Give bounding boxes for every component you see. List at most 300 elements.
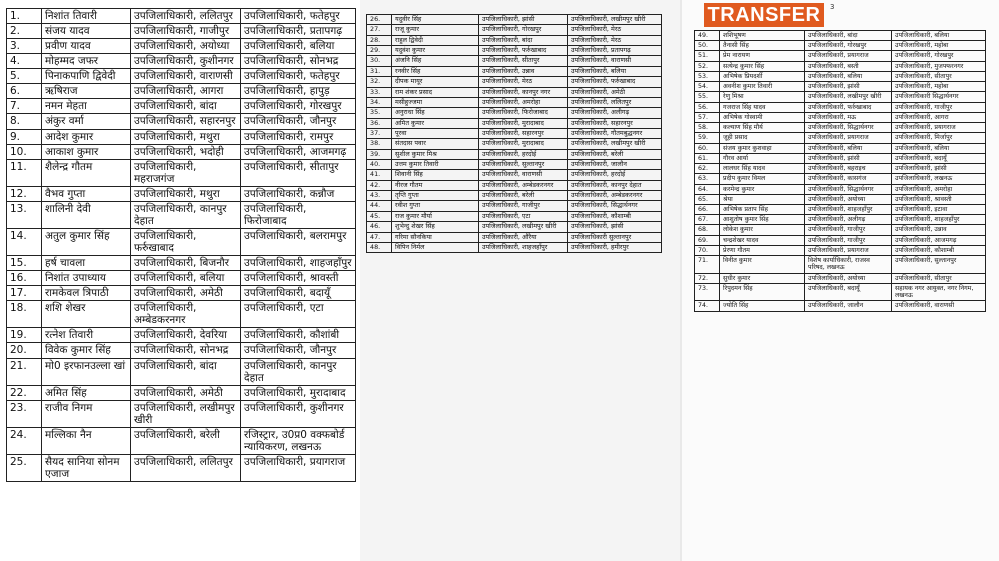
officer-name: सुशील कुमार मिश्र <box>392 149 479 159</box>
current-posting: उपजिलाधिकारी, अम्बेडकरनगर <box>479 180 568 190</box>
serial-number: 3. <box>7 39 42 54</box>
table-row <box>7 385 356 400</box>
table-row <box>7 114 356 129</box>
serial-number: 53. <box>695 71 720 81</box>
current-posting: उपजिलाधिकारी, जालौन <box>805 301 892 311</box>
new-posting: उपजिलाधिकारी, मुजफ्फरनगर <box>892 61 986 71</box>
serial-number: 44. <box>367 201 392 211</box>
new-posting: उपजिलाधिकारी, जालौन <box>568 160 662 170</box>
officer-name: सत्येन्द्र कुमार सिंह <box>720 61 805 71</box>
current-posting: उपजिलाधिकारी, औरैया <box>479 232 568 242</box>
current-posting: उपजिलाधिकारी, बलिया <box>805 143 892 153</box>
current-posting: उपजिलाधिकारी, बांदा <box>131 358 241 385</box>
new-posting: उपजिलाधिकारी, फतेहपुर <box>241 69 356 84</box>
current-posting: उपजिलाधिकारी, अम्बेडकरनगर <box>131 301 241 328</box>
officer-name: शशि शेखर <box>42 301 131 328</box>
officer-name: शिवानी सिंह <box>392 170 479 180</box>
new-posting: उपजिलाधिकारी, बलरामपुर <box>241 228 356 255</box>
new-posting: उपजिलाधिकारी, लखनऊ <box>892 174 986 184</box>
serial-number: 67. <box>695 215 720 225</box>
table-row <box>7 186 356 201</box>
table-row <box>7 328 356 343</box>
current-posting: उपजिलाधिकारी, अमेठी <box>131 286 241 301</box>
serial-number: 69. <box>695 235 720 245</box>
serial-number: 15. <box>7 256 42 271</box>
new-posting: उपजिलाधिकारी, लखीमपुर खीरी <box>568 15 662 25</box>
new-posting: उपजिलाधिकारी, कौशाम्बी <box>568 211 662 221</box>
table-row <box>367 25 662 35</box>
new-posting: उपजिलाधिकारी, अलीगढ़ <box>568 108 662 118</box>
officer-name: आशुतोष कुमार सिंह <box>720 215 805 225</box>
current-posting: उपजिलाधिकारी, गाजीपुर <box>805 235 892 245</box>
officer-name: लालधर सिंह यादव <box>720 164 805 174</box>
serial-number: 40. <box>367 160 392 170</box>
current-posting: उपजिलाधिकारी, कानपुर देहात <box>131 201 241 228</box>
new-posting: उपजिलाधिकारी, जौनपुर <box>241 343 356 358</box>
table-row <box>695 184 986 194</box>
officer-name: तैनासी सिंह <box>720 41 805 51</box>
current-posting: उपजिलाधिकारी, एटा <box>479 211 568 221</box>
new-posting: उपजिलाधिकारी, इटावा <box>892 204 986 214</box>
officer-name: प्रवीण यादव <box>42 39 131 54</box>
current-posting: उपजिलाधिकारी, फर्रुखाबाद <box>479 46 568 56</box>
table-row <box>7 159 356 186</box>
serial-number: 47. <box>367 232 392 242</box>
current-posting: उपजिलाधिकारी, सोनभद्र <box>131 343 241 358</box>
new-posting: उपजिलाधिकारी, लखीमपुर खीरी <box>568 139 662 149</box>
table-row <box>695 61 986 71</box>
current-posting: उपजिलाधिकारी, प्रयागराज <box>805 133 892 143</box>
new-posting: उपजिलाधिकारी, बदायूँ <box>892 153 986 163</box>
serial-number: 8. <box>7 114 42 129</box>
table-row <box>367 170 662 180</box>
serial-number: 10. <box>7 144 42 159</box>
serial-number: 72. <box>695 273 720 283</box>
officer-name: रामकेवल त्रिपाठी <box>42 286 131 301</box>
table-row <box>695 235 986 245</box>
serial-number: 52. <box>695 61 720 71</box>
new-posting: उपजिलाधिकारी, बलिया <box>892 143 986 153</box>
table-row <box>367 87 662 97</box>
current-posting: उपजिलाधिकारी, बहराइच <box>805 164 892 174</box>
table-row <box>695 283 986 300</box>
current-posting: उपजिलाधिकारी, अयोध्या <box>805 194 892 204</box>
table-row <box>367 191 662 201</box>
officer-name: राम शंकर प्रसाद <box>392 87 479 97</box>
table-row <box>7 454 356 481</box>
serial-number: 51. <box>695 51 720 61</box>
current-posting: उपजिलाधिकारी, कासगंज <box>805 174 892 184</box>
serial-number: 68. <box>695 225 720 235</box>
current-posting: उपजिलाधिकारी, बांदा <box>479 35 568 45</box>
new-posting: उपजिलाधिकारी, आगरा <box>892 112 986 122</box>
new-posting: उपजिलाधिकारी, वाराणसी <box>892 301 986 311</box>
current-posting: उपजिलाधिकारी, झांसी <box>479 15 568 25</box>
officer-name: संजय यादव <box>42 24 131 39</box>
serial-number: 25. <box>7 454 42 481</box>
current-posting: उपजिलाधिकारी, बस्ती <box>805 61 892 71</box>
officer-name: ऋषिराज <box>42 84 131 99</box>
new-posting: उपजिलाधिकारी, रामपुर <box>241 129 356 144</box>
current-posting: उपजिलाधिकारी, सीतापुर <box>479 56 568 66</box>
current-posting: उपजिलाधिकारी, फर्रुखाबाद <box>131 228 241 255</box>
officer-name: आकाश कुमार <box>42 144 131 159</box>
current-posting: उपजिलाधिकारी, उन्नाव <box>479 66 568 76</box>
new-posting: सहायक नगर आयुक्त, नगर निगम, लखनऊ <box>892 283 986 300</box>
officer-name: अंजनि सिंह <box>392 56 479 66</box>
serial-number: 31. <box>367 66 392 76</box>
officer-name: अभिषेक गोस्वामी <box>720 112 805 122</box>
new-posting: उपजिलाधिकारी, गौतमबुद्धनगर <box>568 128 662 138</box>
serial-number: 4. <box>7 54 42 69</box>
table-row <box>7 271 356 286</box>
new-posting: उपजिलाधिकारी, कन्नौज <box>241 186 356 201</box>
table-row <box>7 24 356 39</box>
current-posting: उपजिलाधिकारी, बलिया <box>805 71 892 81</box>
table-row <box>7 144 356 159</box>
new-posting: उपजिलाधिकारी, गाजीपुर <box>892 102 986 112</box>
table-row <box>7 54 356 69</box>
current-posting: उपजिलाधिकारी, गाजीपुर <box>479 201 568 211</box>
new-posting: उपजिलाधिकारी, प्रयागराज <box>241 454 356 481</box>
serial-number: 48. <box>367 242 392 252</box>
new-posting: उपजिलाधिकारी, सहारनपुर <box>568 118 662 128</box>
serial-number: 70. <box>695 245 720 255</box>
table-row <box>7 256 356 271</box>
serial-number: 49. <box>695 31 720 41</box>
current-posting: उपजिलाधिकारी, बिजनौर <box>131 256 241 271</box>
serial-number: 26. <box>367 15 392 25</box>
new-posting: उपजिलाधिकारी, प्रतापगढ़ <box>568 46 662 56</box>
officer-name: तृप्ति गुप्ता <box>392 191 479 201</box>
current-posting: उपजिलाधिकारी, प्रयागराज <box>805 51 892 61</box>
table-row <box>7 228 356 255</box>
new-posting: उपजिलाधिकारी, श्रावस्ती <box>241 271 356 286</box>
officer-name: शशिभूषण <box>720 31 805 41</box>
new-posting: उपजिलाधिकारी, बलिया <box>568 66 662 76</box>
table-row <box>695 273 986 283</box>
table-row <box>7 84 356 99</box>
table-row <box>367 108 662 118</box>
serial-number: 62. <box>695 164 720 174</box>
table-row <box>367 46 662 56</box>
officer-name: विनीत कुमार <box>720 256 805 273</box>
officer-name: राहुल द्विवेदी <box>392 35 479 45</box>
officer-name: राजू कुमार <box>392 25 479 35</box>
current-posting: उपजिलाधिकारी, ललितपुर <box>131 454 241 481</box>
current-posting: उपजिलाधिकारी, महराजगंज <box>131 159 241 186</box>
table-row <box>7 301 356 328</box>
officer-name: आदेश कुमार <box>42 129 131 144</box>
officer-name: करमेन्द्र कुमार <box>720 184 805 194</box>
officer-name: कल्याण सिंह मौर्य <box>720 123 805 133</box>
serial-number: 5. <box>7 69 42 84</box>
table-row <box>695 174 986 184</box>
new-posting: उपजिलाधिकारी, बरेली <box>568 149 662 159</box>
officer-name: वैभव गुप्ता <box>42 186 131 201</box>
current-posting: उपजिलाधिकारी, अयोध्या <box>805 273 892 283</box>
officer-name: राजीव निगम <box>42 400 131 427</box>
table-row <box>695 41 986 51</box>
officer-name: उत्तम कुमार तिवारी <box>392 160 479 170</box>
new-posting: उपजिलाधिकारी, वाराणसी <box>568 56 662 66</box>
new-posting: उपजिलाधिकारी, अम्बेडकरनगर <box>568 191 662 201</box>
officer-name: मल्लिका नैन <box>42 427 131 454</box>
officer-name: दीपक मायूर <box>392 77 479 87</box>
list-page-left <box>0 0 360 561</box>
officer-name: रवीश गुप्ता <box>392 201 479 211</box>
table-row <box>7 39 356 54</box>
table-row <box>695 245 986 255</box>
officer-name: राज कुमार मौर्या <box>392 211 479 221</box>
serial-number: 23. <box>7 400 42 427</box>
officer-name: नमन मेहता <box>42 99 131 114</box>
officer-name: मसीहुज्जमा <box>392 97 479 107</box>
new-posting: उपजिलाधिकारी सिद्धार्थनगर <box>892 92 986 102</box>
current-posting: उपजिलाधिकारी, मऊ <box>805 112 892 122</box>
table-row <box>695 194 986 204</box>
new-posting: उपजिलाधिकारी, उन्नाव <box>892 225 986 235</box>
new-posting: उपजिलाधिकारी, गोरखपुर <box>241 99 356 114</box>
table-row <box>367 201 662 211</box>
officer-name: अभिषेक प्रताप सिंह <box>720 204 805 214</box>
current-posting: उपजिलाधिकारी, अमेठी <box>131 385 241 400</box>
serial-number: 60. <box>695 143 720 153</box>
current-posting: उपजिलाधिकारी, आगरा <box>131 84 241 99</box>
table-row <box>367 160 662 170</box>
current-posting: उपजिलाधिकारी, अलीगढ़ <box>805 215 892 225</box>
new-posting: उपजिलाधिकारी, हरदोई <box>568 170 662 180</box>
new-posting: उपजिलाधिकारी, गोरखपुर <box>892 51 986 61</box>
serial-number: 37. <box>367 128 392 138</box>
serial-number: 22. <box>7 385 42 400</box>
table-row <box>367 222 662 232</box>
serial-number: 14. <box>7 228 42 255</box>
serial-number: 56. <box>695 102 720 112</box>
new-posting: उपजिलाधिकारी, बदायूँ <box>241 286 356 301</box>
serial-number: 42. <box>367 180 392 190</box>
serial-number: 45. <box>367 211 392 221</box>
new-posting: उपजिलाधिकारी, अमेठी <box>568 87 662 97</box>
new-posting: उपजिलाधिकारी, कानपुर देहात <box>241 358 356 385</box>
officer-name: प्रदीप कुमार विमल <box>720 174 805 184</box>
table-row <box>7 69 356 84</box>
table-row <box>695 71 986 81</box>
list-page-right <box>682 0 999 561</box>
current-posting: उपजिलाधिकारी, लखीमपुर खीरी <box>131 400 241 427</box>
current-posting: उपजिलाधिकारी, फिरोजाबाद <box>479 108 568 118</box>
table-row <box>367 211 662 221</box>
officer-name: विवेक कुमार सिंह <box>42 343 131 358</box>
serial-number: 50. <box>695 41 720 51</box>
officer-name: अतुल कुमार सिंह <box>42 228 131 255</box>
serial-number: 21. <box>7 358 42 385</box>
officer-name: अंकुर वर्मा <box>42 114 131 129</box>
current-posting: उपजिलाधिकारी, वाराणसी <box>479 170 568 180</box>
current-posting: उपजिलाधिकारी, प्रयागराज <box>805 245 892 255</box>
officer-name: पिनाकपाणि द्विवेदी <box>42 69 131 84</box>
current-posting: उपजिलाधिकारी, झांसी <box>805 153 892 163</box>
current-posting: उपजिलाधिकारी, अमरोहा <box>479 97 568 107</box>
serial-number: 24. <box>7 427 42 454</box>
new-posting: उपजिलाधिकारी, बलिया <box>892 31 986 41</box>
serial-number: 30. <box>367 56 392 66</box>
serial-number: 54. <box>695 82 720 92</box>
serial-number: 7. <box>7 99 42 114</box>
new-posting: उपजिलाधिकारी, कानपुर देहात <box>568 180 662 190</box>
officer-name: अनुराधा सिंह <box>392 108 479 118</box>
officer-name: जूही प्रसाद <box>720 133 805 143</box>
table-row <box>695 301 986 311</box>
table-row <box>7 9 356 24</box>
officer-name: विपिन निर्मल <box>392 242 479 252</box>
table-row <box>367 180 662 190</box>
current-posting: उपजिलाधिकारी, मथुरा <box>131 186 241 201</box>
current-posting: उपजिलाधिकारी, गाजीपुर <box>131 24 241 39</box>
current-posting: उपजिलाधिकारी, गोरखपुर <box>479 25 568 35</box>
serial-number: 28. <box>367 35 392 45</box>
current-posting: उपजिलाधिकारी, सिद्धार्थनगर <box>805 123 892 133</box>
new-posting: उपजिलाधिकारी, झांसी <box>892 164 986 174</box>
serial-number: 32. <box>367 77 392 87</box>
new-posting: उपजिलाधिकारी, आजमगढ़ <box>241 144 356 159</box>
new-posting: उपजिलाधिकारी, महोबा <box>892 41 986 51</box>
table-row <box>695 102 986 112</box>
serial-number: 43. <box>367 191 392 201</box>
serial-number: 34. <box>367 97 392 107</box>
serial-number: 11. <box>7 159 42 186</box>
current-posting: उपजिलाधिकारी, सहारनपुर <box>479 128 568 138</box>
officer-name: लोकेश कुमार <box>720 225 805 235</box>
serial-number: 55. <box>695 92 720 102</box>
serial-number: 59. <box>695 133 720 143</box>
new-posting: उपजिलाधिकारी, मेरठ <box>568 35 662 45</box>
serial-number: 29. <box>367 46 392 56</box>
serial-number: 35. <box>367 108 392 118</box>
serial-number: 57. <box>695 112 720 122</box>
current-posting: उपजिलाधिकारी, भदोही <box>131 144 241 159</box>
table-row <box>367 15 662 25</box>
new-posting: उपजिलाधिकारी, हापुड़ <box>241 84 356 99</box>
table-row <box>695 143 986 153</box>
table-row <box>367 77 662 87</box>
table-row <box>695 133 986 143</box>
officer-name: मो0 इरफानउल्ला खां <box>42 358 131 385</box>
table-row <box>367 242 662 252</box>
new-posting: उपजिलाधिकारी, फतेहपुर <box>241 9 356 24</box>
officer-name: सुधीर कुमार <box>720 273 805 283</box>
table-row <box>367 66 662 76</box>
serial-number: 63. <box>695 174 720 184</box>
officer-name: शैलेन्द्र गौतम <box>42 159 131 186</box>
serial-number: 73. <box>695 283 720 300</box>
current-posting: उपजिलाधिकारी, बांदा <box>131 99 241 114</box>
officer-name: रिपुदमन सिंह <box>720 283 805 300</box>
officer-name: संजय कुमार कुशवाहा <box>720 143 805 153</box>
table-row <box>695 215 986 225</box>
table-row <box>7 427 356 454</box>
serial-number: 61. <box>695 153 720 163</box>
officer-name: अवनीश कुमार तिवारी <box>720 82 805 92</box>
officer-name: रत्नेश तिवारी <box>42 328 131 343</box>
serial-number: 36. <box>367 118 392 128</box>
officer-name: गरिमा सौनकिया <box>392 232 479 242</box>
serial-number: 27. <box>367 25 392 35</box>
new-posting: उपजिलाधिकारी, अमरोहा <box>892 184 986 194</box>
officer-name: अमित सिंह <box>42 385 131 400</box>
current-posting: उपजिलाधिकारी, गोरखपुर <box>805 41 892 51</box>
new-posting: उपजिलाधिकारी, फिरोजाबाद <box>241 201 356 228</box>
current-posting: उपजिलाधिकारी, देवरिया <box>131 328 241 343</box>
table-row <box>695 153 986 163</box>
serial-number: 65. <box>695 194 720 204</box>
table-row <box>367 97 662 107</box>
new-posting: उपजिलाधिकारी, बलिया <box>241 39 356 54</box>
table-row <box>7 358 356 385</box>
table-row <box>367 139 662 149</box>
table-row <box>695 204 986 214</box>
current-posting: उपजिलाधिकारी, ललितपुर <box>131 9 241 24</box>
current-posting: उपजिलाधिकारी, झांसी <box>805 82 892 92</box>
new-posting: उपजिलाधिकारी, आजमगढ़ <box>892 235 986 245</box>
officer-name: अमित कुमार <box>392 118 479 128</box>
current-posting: उपजिलाधिकारी, अयोध्या <box>131 39 241 54</box>
new-posting: उपजिलाधिकारी, हमीरपुर <box>568 242 662 252</box>
table-row <box>695 82 986 92</box>
current-posting: उपजिलाधिकारी, मुरादाबाद <box>479 139 568 149</box>
new-posting: उपजिलाधिकारी, मिर्जापुर <box>892 133 986 143</box>
current-posting: उपजिलाधिकारी, फर्रुखाबाद <box>805 102 892 112</box>
officer-name: निशांत तिवारी <box>42 9 131 24</box>
table-row <box>7 400 356 427</box>
serial-number: 12. <box>7 186 42 201</box>
officer-name: रेणु मिश्रा <box>720 92 805 102</box>
new-posting: उपजिलाधिकारी, झांसी <box>568 222 662 232</box>
officer-name: रनवीर सिंह <box>392 66 479 76</box>
page-number: 3 <box>830 3 835 11</box>
current-posting: उपजिलाधिकारी, हरदोई <box>479 149 568 159</box>
table-row <box>695 31 986 41</box>
current-posting: उपजिलाधिकारी, बरेली <box>479 191 568 201</box>
serial-number: 46. <box>367 222 392 232</box>
officer-name: शालिनी देवी <box>42 201 131 228</box>
new-posting: उपजिलाधिकारी, कौशांबी <box>241 328 356 343</box>
serial-number: 20. <box>7 343 42 358</box>
new-posting: उपजिलाधिकारी, ललितपुर <box>568 97 662 107</box>
current-posting: उपजिलाधिकारी, बदायूँ <box>805 283 892 300</box>
current-posting: विशेष कार्याधिकारी, राजस्व परिषद, लखनऊ <box>805 256 892 273</box>
serial-number: 64. <box>695 184 720 194</box>
serial-number: 18. <box>7 301 42 328</box>
new-posting: उपजिलाधिकारी, प्रतापगढ़ <box>241 24 356 39</box>
table-row <box>367 232 662 242</box>
table-row <box>367 35 662 45</box>
table-row <box>367 56 662 66</box>
list-page-middle <box>360 0 680 561</box>
current-posting: उपजिलाधिकारी, शाहजहाँपुर <box>805 204 892 214</box>
current-posting: उपजिलाधिकारी, लखीमपुर खीरी <box>805 92 892 102</box>
table-row <box>695 123 986 133</box>
transfer-banner: TRANSFER <box>704 3 824 27</box>
officer-name: सैयद सानिया सोनम एजाज <box>42 454 131 481</box>
new-posting: उपजिलाधिकारी सुल्तानपुर <box>568 232 662 242</box>
current-posting: उपजिलाधिकारी, वाराणसी <box>131 69 241 84</box>
current-posting: उपजिलाधिकारी, लखीमपुर खीरी <box>479 222 568 232</box>
new-posting: उपजिलाधिकारी, सोनभद्र <box>241 54 356 69</box>
new-posting: उपजिलाधिकारी, एटा <box>241 301 356 328</box>
table-row <box>7 99 356 114</box>
officer-name: हर्ष चावला <box>42 256 131 271</box>
